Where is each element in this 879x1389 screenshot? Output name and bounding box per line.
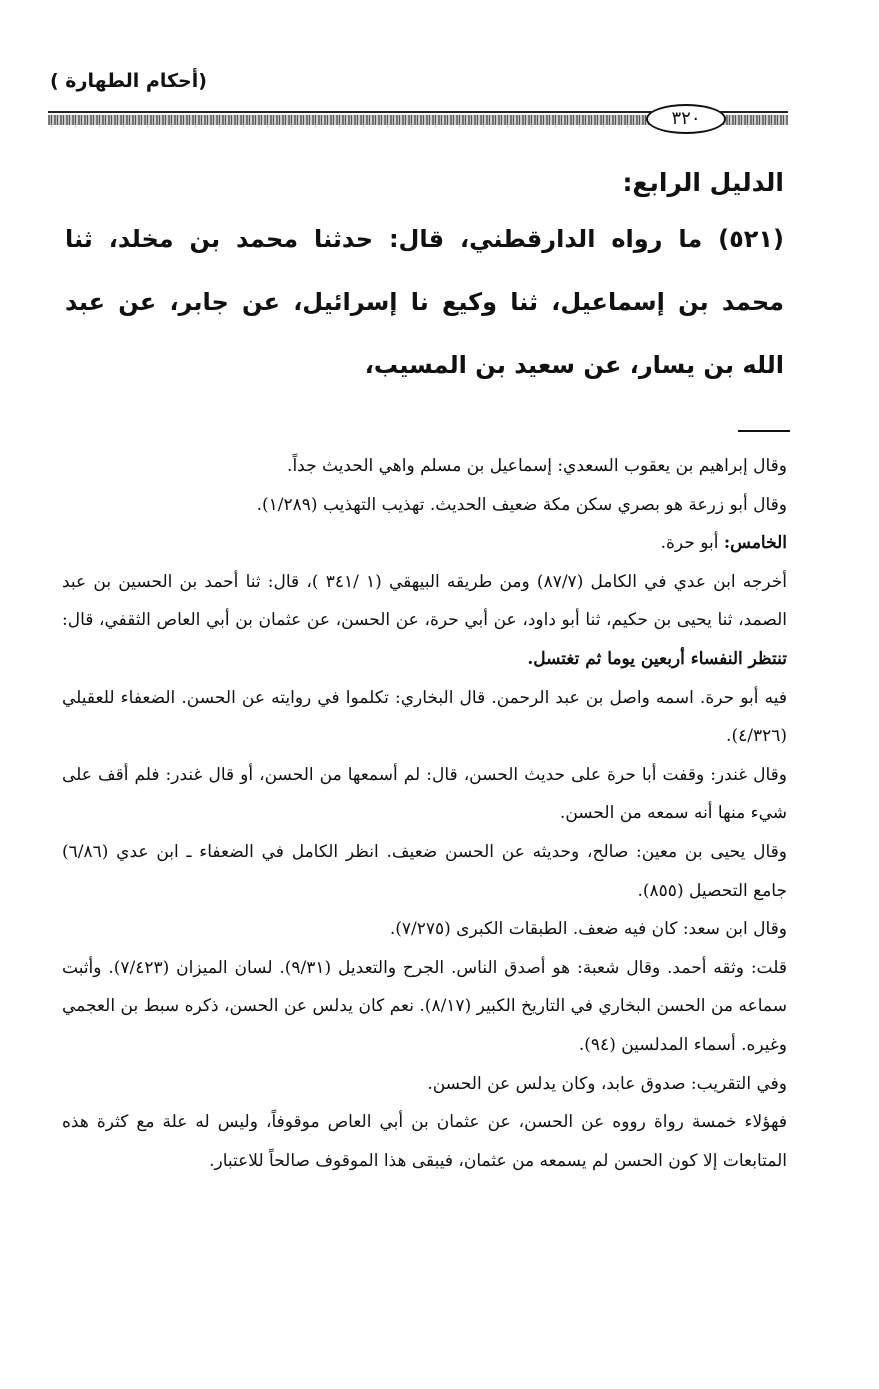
footnote-separator (738, 430, 790, 432)
running-title: (أحكام الطهارة ) (50, 70, 207, 92)
footnote-paragraph: وقال ابن سعد: كان فيه ضعف. الطبقات الكبرى (٧/٢٧٥). (389, 919, 787, 940)
footnote-paragraph (62, 563, 787, 679)
footnote-line (62, 524, 787, 563)
footnote-paragraph: وفي التقريب: صدوق عابد، وكان يدلس عن الحسن. (427, 1073, 787, 1094)
footnote-paragraph: وقال غندر: وقفت أبا حرة على حديث الحسن، قال: لم أسمعها من الحسن، أو قال غندر: فلم أقف على شيء منها أنه سمعه من الحسن. (62, 764, 787, 824)
narrator-label: الخامس: (723, 533, 787, 554)
footnote-paragraph: فهؤلاء خمسة رواة رووه عن الحسن، عن عثمان بن أبي العاص موقوفاً، وليس له علة مع كثرة هذه المتابعات إلا كون الحسن لم يسمعه من عثمان، فيبقى هذا الموقوف صالحاً للاعتبار. (62, 1112, 787, 1171)
footnote-text: أخرجه ابن عدي في الكامل (٨٧/٧) ومن طريقه البيهقي (١ /٣٤١ )، قال: ثنا أحمد بن الحسين بن عبد الصمد، ثنا يحيى بن حكيم، ثنا أبو داود، عن أبي حرة، عن الحسن، عن عثمان بن أبي العاص الثقفي، قال: (62, 571, 788, 631)
footnote-paragraph: قلت: وثقه أحمد. وقال شعبة: هو أصدق الناس. الجرح والتعديل (٩/٣١). لسان الميزان (٧/٤٢٣). وأثبت سماعه من الحسن البخاري في التاريخ الكبير (٨/١٧). نعم كان يدلس عن الحسن، ذكره سبط بن العجمي وغيره. أسماء المدلسين (٩٤). (62, 957, 787, 1055)
footnote-line: وقال إبراهيم بن يعقوب السعدي: إسماعيل بن مسلم واهي الحديث جداً. (287, 456, 787, 476)
main-text (65, 158, 784, 397)
footnotes (62, 447, 787, 1180)
section-heading: الدليل الرابع: (622, 168, 784, 197)
page-number: ٣٢٠ (646, 104, 726, 134)
footnote-paragraph: فيه أبو حرة. اسمه واصل بن عبد الرحمن. قال البخاري: تكلموا في روايته عن الحسن. الضعفاء للعقيلي (٤/٣٢٦). (62, 687, 787, 747)
hadith-paragraph: (٥٢١) ما رواه الدارقطني، قال: حدثنا محمد بن مخلد، ثنا محمد بن إسماعيل، ثنا وكيع نا إسرائيل، عن جابر، عن عبد الله بن يسار، عن سعيد بن المسيب، (65, 225, 784, 379)
hadith-quote: تنتظر النفساء أربعين يوما ثم تغتسل. (527, 648, 787, 669)
footnote-line: وقال أبو زرعة هو بصري سكن مكة ضعيف الحديث. تهذيب التهذيب (١/٢٨٩). (256, 494, 787, 515)
footnote-paragraph: وقال يحيى بن معين: صالح، وحديثه عن الحسن ضعيف. انظر الكامل في الضعفاء ـ ابن عدي (٦/٨٦) جامع التحصيل (٨٥٥). (62, 841, 787, 901)
narrator-name: أبو حرة. (660, 533, 724, 554)
